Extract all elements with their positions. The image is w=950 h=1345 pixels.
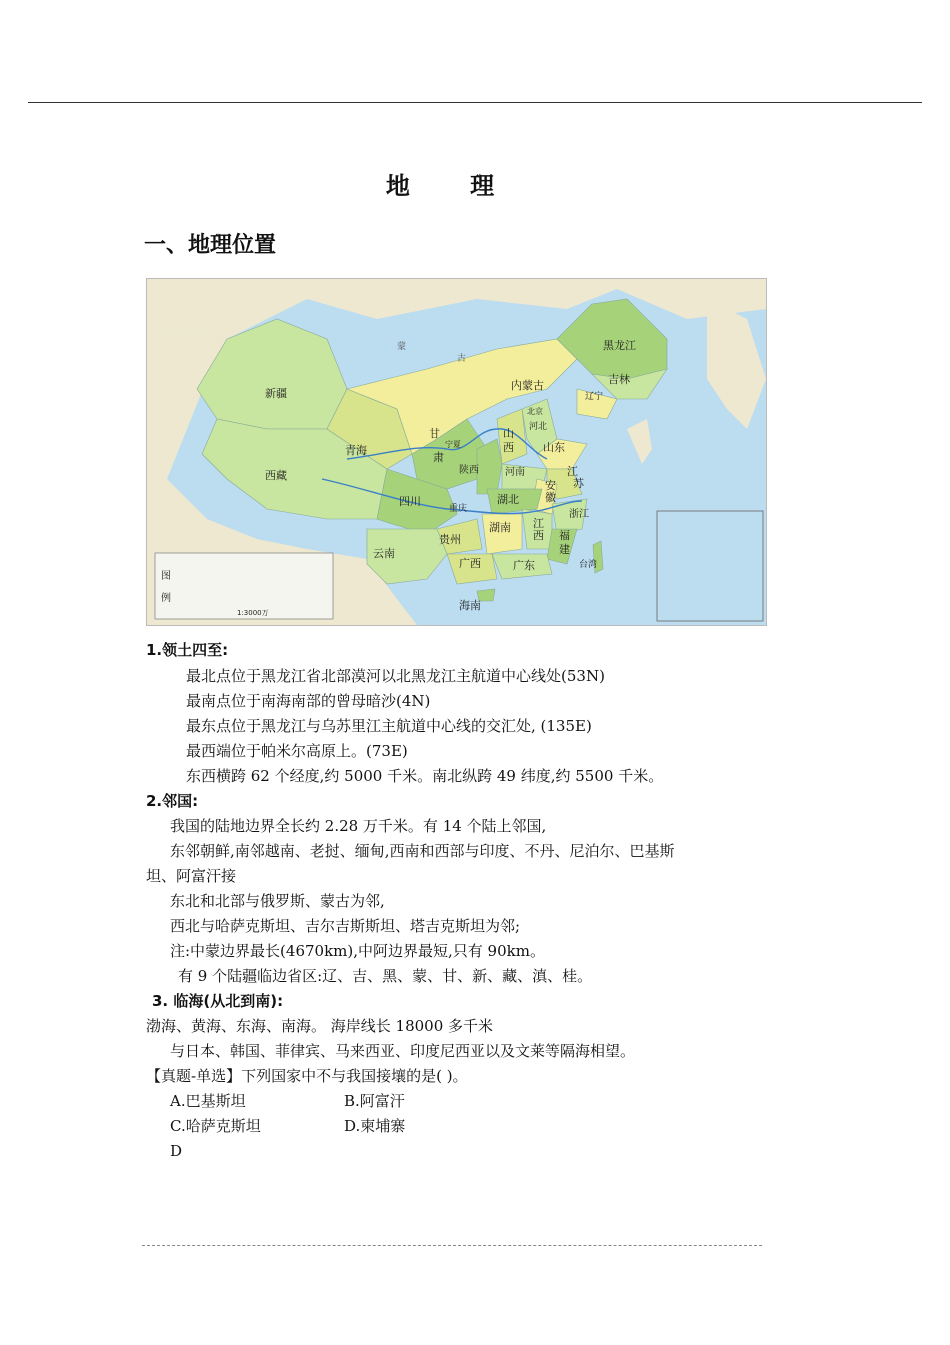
china-map-graphic (147, 279, 766, 625)
quiz-option-d: D.柬埔寨 (344, 1117, 406, 1135)
label-hebei: 河北 (529, 422, 548, 432)
label-mongolia-2: 古 (457, 354, 467, 364)
label-hunan: 湖南 (489, 521, 511, 534)
label-jiangxi-2: 西 (533, 529, 544, 542)
label-jilin: 吉林 (608, 373, 630, 386)
map-inset-south-sea (657, 511, 763, 621)
label-heilongjiang: 黑龙江 (603, 339, 636, 352)
quiz-option-b: B.阿富汗 (344, 1092, 405, 1110)
label-jiangsu-1: 江 (567, 465, 578, 478)
s1-line-5: 东西横跨 62 个经度,约 5000 千米。南北纵跨 49 纬度,约 5500 千米。 (186, 767, 664, 785)
label-xizang: 西藏 (265, 469, 287, 482)
label-beijing: 北京 (527, 407, 543, 416)
label-hubei: 湖北 (497, 493, 519, 506)
label-henan: 河南 (505, 467, 525, 478)
label-zhejiang: 浙江 (569, 509, 589, 520)
s1-line-2: 最南点位于南海南部的曾母暗沙(4N) (186, 692, 431, 710)
header-rule (28, 102, 922, 103)
s2-line-3: 坦、阿富汗接 (146, 867, 237, 885)
label-neimenggu: 内蒙古 (511, 379, 544, 392)
label-shaanxi: 陕西 (459, 465, 479, 476)
s1-heading: 1.领土四至: (146, 641, 229, 659)
label-shanxi-1: 山 (503, 427, 514, 440)
quiz-option-a: A.巴基斯坦 (170, 1092, 246, 1110)
s3-line-2: 与日本、韩国、菲律宾、马来西亚、印度尼西亚以及文莱等隔海相望。 (170, 1042, 636, 1060)
quiz-option-c: C.哈萨克斯坦 (170, 1117, 261, 1135)
legend-title-1: 图 (161, 571, 171, 582)
label-sichuan: 四川 (399, 495, 421, 508)
label-fujian-2: 建 (559, 543, 570, 556)
label-qinghai: 青海 (345, 444, 367, 457)
label-taiwan: 台湾 (579, 560, 598, 570)
label-jiangsu-2: 苏 (573, 477, 584, 490)
label-guangxi: 广西 (459, 557, 481, 570)
quiz-answer: D (170, 1142, 183, 1160)
s2-line-7: 有 9 个陆疆临边省区:辽、吉、黑、蒙、甘、新、藏、滇、桂。 (178, 967, 593, 985)
s1-line-4: 最西端位于帕米尔高原上。(73E) (186, 742, 408, 760)
label-shandong: 山东 (543, 441, 565, 454)
s2-line-4: 东北和北部与俄罗斯、蒙古为邻, (170, 892, 385, 910)
label-shanxi-2: 西 (503, 441, 514, 454)
china-map (146, 278, 767, 626)
label-anhui-1: 安 (545, 479, 556, 492)
map-region-hunan (482, 514, 522, 554)
s3-line-1: 渤海、黄海、东海、南海。 海岸线长 18000 多千米 (146, 1017, 494, 1035)
s2-line-5: 西北与哈萨克斯坦、吉尔吉斯斯坦、塔吉克斯坦为邻; (170, 917, 521, 935)
label-fujian-1: 福 (559, 529, 570, 542)
label-guizhou: 贵州 (439, 533, 461, 546)
s1-line-1: 最北点位于黑龙江省北部漠河以北黑龙江主航道中心线处(53N) (186, 667, 605, 685)
section-heading: 一、地理位置 (144, 233, 277, 258)
map-region-shaanxi (477, 439, 502, 494)
s2-line-1: 我国的陆地边界全长约 2.28 万千米。有 14 个陆上邻国, (170, 817, 547, 835)
footer-rule (142, 1245, 762, 1246)
label-su: 肃 (433, 451, 444, 464)
s2-heading: 2.邻国: (146, 792, 199, 810)
s2-line-6: 注:中蒙边界最长(4670km),中阿边界最短,只有 90km。 (170, 942, 545, 960)
label-anhui-2: 徽 (545, 491, 556, 504)
label-xinjiang: 新疆 (265, 387, 287, 400)
label-yunnan: 云南 (373, 547, 395, 560)
label-liaoning: 辽宁 (585, 392, 604, 402)
label-jiangxi-1: 江 (533, 517, 544, 530)
label-ningxia: 宁夏 (445, 440, 461, 449)
label-chongqing: 重庆 (449, 504, 468, 514)
legend-scale: 1:3000万 (237, 609, 269, 617)
page-title: 地 理 (385, 172, 521, 200)
s3-heading: 3. 临海(从北到南): (152, 992, 284, 1010)
label-hainan: 海南 (459, 599, 481, 612)
s2-line-2: 东邻朝鲜,南邻越南、老挝、缅甸,西南和西部与印度、不丹、尼泊尔、巴基斯 (170, 842, 675, 860)
label-guangdong: 广东 (513, 559, 535, 572)
quiz-question: 【真题-单选】下列国家中不与我国接壤的是( )。 (146, 1067, 468, 1085)
legend-title-2: 例 (161, 593, 171, 604)
label-gansu: 甘 (429, 427, 440, 440)
s1-line-3: 最东点位于黑龙江与乌苏里江主航道中心线的交汇处, (135E) (186, 717, 592, 735)
label-mongolia-1: 蒙 (397, 342, 407, 352)
